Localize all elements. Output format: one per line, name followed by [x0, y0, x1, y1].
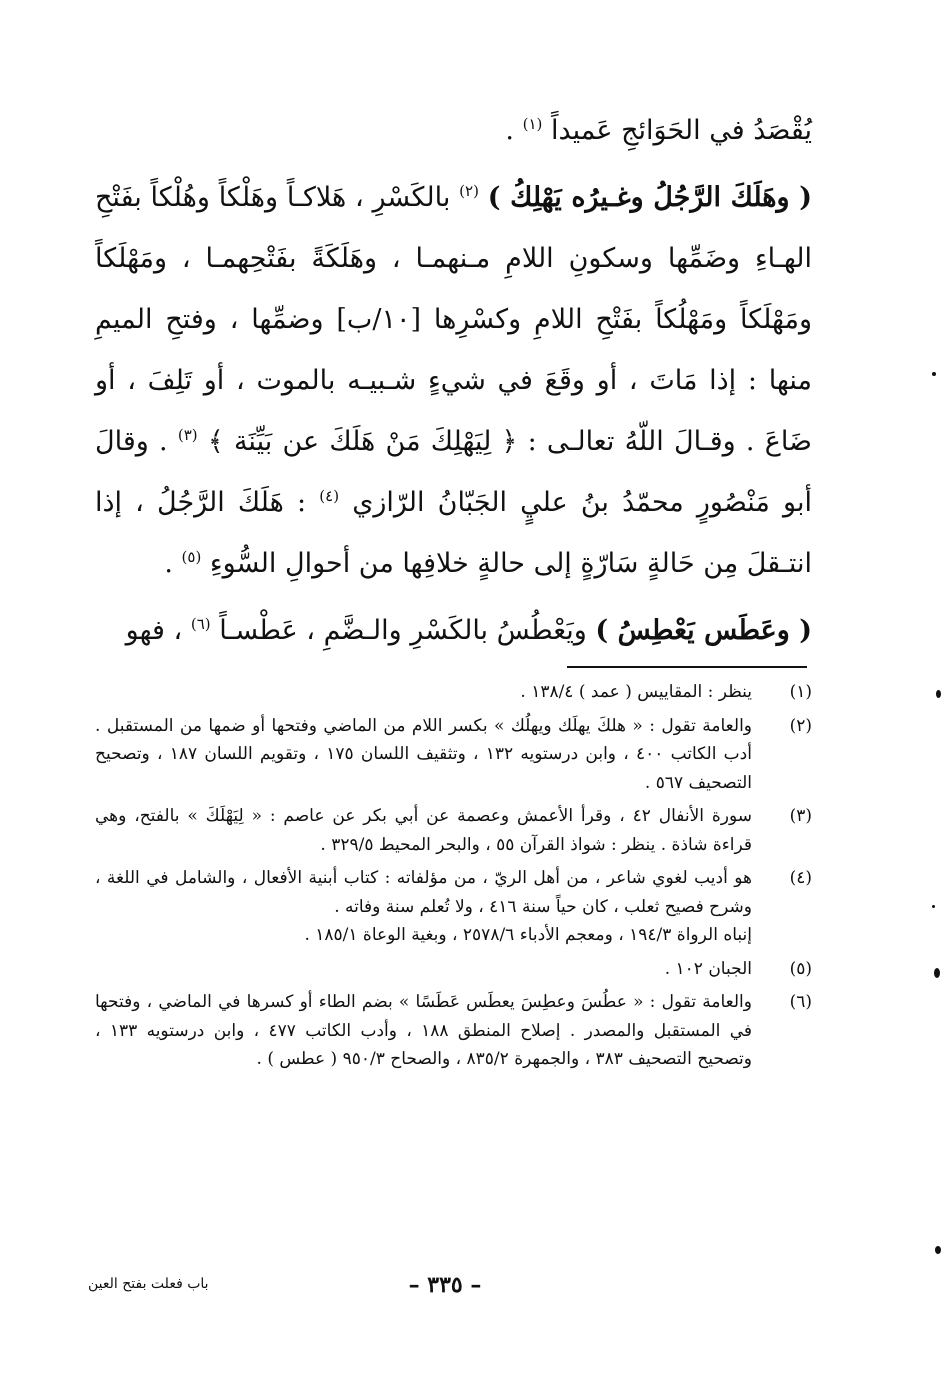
- footnote-1: [95, 678, 812, 707]
- footnote-ref[interactable]: (٤): [319, 487, 340, 505]
- scan-speck: [934, 968, 940, 978]
- entry-headword: ( وهَلَكَ الرَّجُلُ وغـيرُه يَهْلِكُ ): [487, 182, 812, 213]
- scan-speck: [935, 1246, 941, 1254]
- main-text: [95, 100, 812, 661]
- footnote-text: والعامة تقول : « عطُسَ وعطِسَ يعطَس عَطَسًا » بضم الطاء أو كسرها في الماضي ، وفتحها في المستقبل والمصدر . إصلاح المنطق ١٨٨ ، وأدب الكاتب ٤٧٧ ، وابن درستويه ١٣٣ ، وتصحيح التصحيف ٣٨٣ ، والجمهرة ٨٣٥/٢ ، والصحاح ٩٥٠/٣ ( عطس ) .: [95, 992, 752, 1069]
- footnote-6: [95, 988, 812, 1074]
- footnotes: [95, 678, 812, 1079]
- footnote-sources: إنباه الرواة ١٩٤/٣ ، ومعجم الأدباء ٢٥٧٨/٦ ، وبغية الوعاة ١٨٥/١ .: [304, 925, 752, 945]
- footnote-ref[interactable]: (٥): [181, 548, 202, 566]
- footnote-number: (١): [789, 682, 812, 702]
- scan-speck: [936, 690, 941, 698]
- footnote-ref[interactable]: (٢): [459, 182, 479, 200]
- footnote-separator: [567, 666, 807, 668]
- footnote-ref[interactable]: (٣): [177, 426, 198, 444]
- footnote-text: ينظر : المقاييس ( عمد ) ١٣٨/٤ .: [520, 682, 752, 702]
- footnote-text: هو أديب لغوي شاعر ، من أهل الريّ ، من مؤلفاته : كتاب أبنية الأفعال ، والشامل في اللغة ، وشرح فصيح ثعلب ، كان حياً سنة ٤١٦ ، ولا تُعلم سنة وفاته .: [95, 868, 752, 917]
- entry-headword: ( وعَطَس يَعْطِسُ ): [595, 615, 812, 646]
- footnote-2: [95, 712, 812, 798]
- footnote-text: سورة الأنفال ٤٢ ، وقرأ الأعمش وعصمة عن أبي بكر عن عاصم : « لِيَهْلَكَ » بالفتح، وهي قراءة شاذة . ينظر : شواذ القرآن ٥٥ ، والبحر المحيط ٣٢٩/٥ .: [95, 806, 753, 855]
- footnote-4: [95, 864, 812, 950]
- footnote-text: والعامة تقول : « هلكَ يهلَك ويهلُك » بكسر اللام من الماضي وفتحها أو ضمها من المستقبل . أدب الكاتب ٤٠٠ ، وابن درستويه ١٣٢ ، وتثقيف اللسان ١٧٥ ، وتقويم اللسان ١٨٧ ، وتصحيح التصحيف ٥٦٧ .: [95, 715, 752, 793]
- footnote-3: [95, 802, 812, 859]
- entry-atasa: ( وعَطَس يَعْطِسُ ) ويَعْطُسُ بالكَسْرِ والـضَّمِ ، عَطْسـاً $^{(٦)}$ ، فهو: [125, 615, 812, 646]
- footnote-number: (٢): [789, 715, 812, 736]
- footnote-number: (٣): [789, 806, 812, 826]
- footnote-ref[interactable]: (١): [522, 115, 543, 133]
- footnote-number: (٤): [789, 868, 812, 888]
- footnote-5: [95, 955, 812, 984]
- footnote-ref[interactable]: (٦): [190, 615, 211, 633]
- scan-speck: [932, 372, 936, 376]
- footnote-text: الجبان ١٠٢ .: [664, 958, 752, 979]
- running-footer-title: باب فعلت بفتح العين: [88, 1276, 209, 1292]
- footnote-number: (٥): [789, 958, 812, 979]
- scan-speck: [932, 905, 935, 908]
- footnote-number: (٦): [789, 992, 812, 1012]
- text-line: يُقْصَدُ في الحَوَائجِ عَميداً $^{(١)}$ .: [505, 115, 812, 146]
- entry-halaka: ( وهَلَكَ الرَّجُلُ وغـيرُه يَهْلِكُ ) $^{(٢)}$ بالكَسْرِ ، هَلاكـاً وهَلْكاً وهُلْكاً بفَتْحِ الهـاءِ وضَمِّها وسكونِ اللامِ مـنهمـا ، وهَلَكَةً بفَتْحِهمـا ، ومَهْلَكاً ومَهْلَكاً ومَهْلُكاً بفَتْحِ اللامِ وكسْرِها [١٠/ب] وضمِّها ، وفتحِ الميمِ منها : إذا مَاتَ ، أو وقَعَ في شيءٍ شـبيـه بالموت ، أو تَلِفَ ، أو ضَاعَ . وقـالَ اللّهُ تعالـى : ﴿ لِيَهْلِكَ مَنْ هَلَكَ عن بَيِّنَة ﴾ $^{(٣)}$ . وقالَ أبو مَنْصُورٍ محمّدُ بنُ عليٍ الجَبّانُ الرّازي $^{(٤)}$ : هَلَكَ الرَّجُلُ ، إذا انتـقلَ مِن حَالةٍ سَارّةٍ إلى حالةٍ خلافِها من أحوالِ السُّوءِ $^{(٥)}$ .: [95, 182, 812, 579]
- page-number: – ٣٣٥ –: [408, 1272, 482, 1298]
